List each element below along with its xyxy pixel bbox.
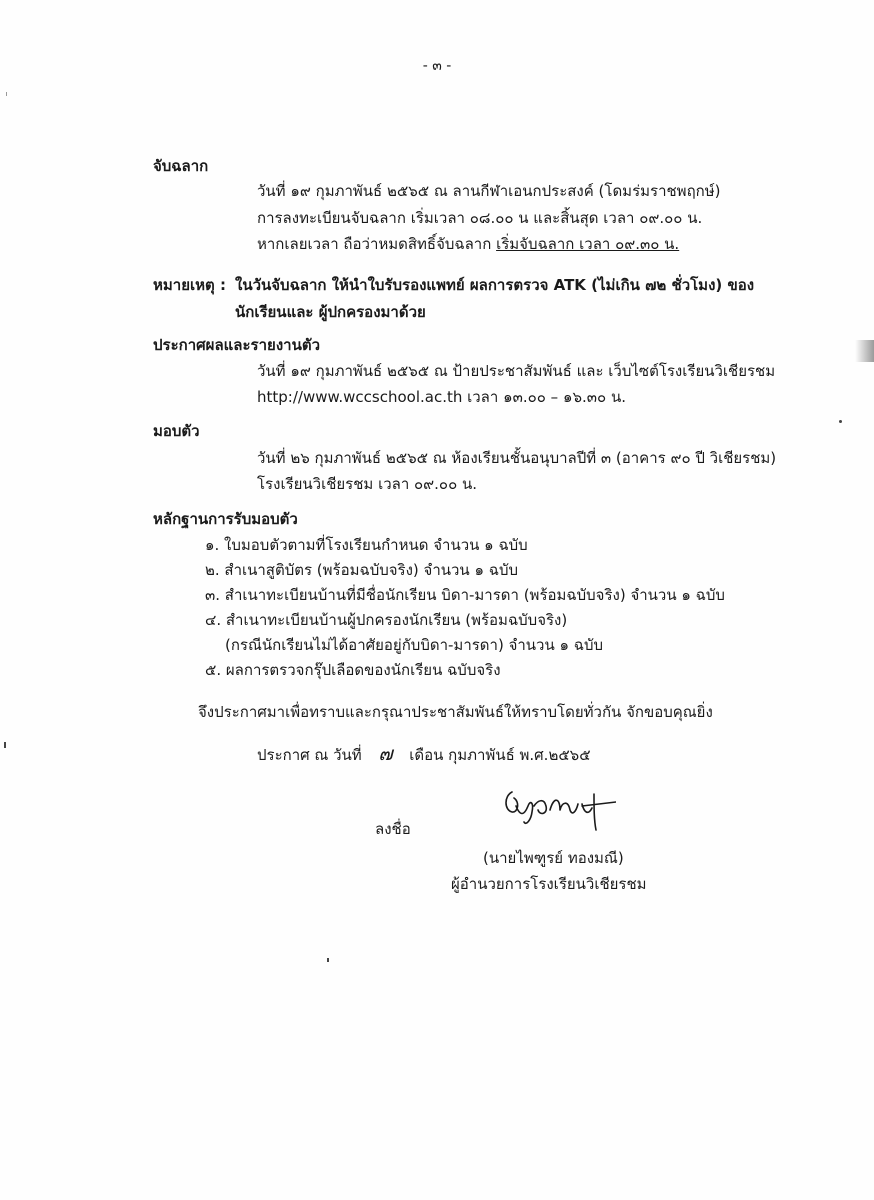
results-heading: ประกาศผลและรายงานตัว	[153, 336, 320, 354]
scan-dust-dot	[839, 420, 842, 423]
announcement-prefix: ประกาศ ณ วันที่	[257, 746, 362, 764]
scan-dust-dot	[327, 958, 329, 962]
evidence-item: ๔. สำเนาทะเบียนบ้านผู้ปกครองนักเรียน (พร้อมฉบับจริง)	[205, 611, 568, 629]
report-heading: มอบตัว	[153, 422, 200, 440]
evidence-item: ๑. ใบมอบตัวตามที่โรงเรียนกำหนด จำนวน ๑ ฉบับ	[205, 536, 528, 554]
sign-label: ลงชื่อ	[375, 820, 411, 838]
announcement-day: ๗	[378, 743, 393, 765]
report-date: วันที่ ๒๖ กุมภาพันธ์ ๒๕๖๕ ณ ห้องเรียนชั้นอนุบาลปีที่ ๓ (อาคาร ๙๐ ปี วิเชียรชม)	[257, 449, 777, 467]
draw-start-time: เริ่มจับฉลาก เวลา ๐๙.๓๐ น.	[496, 235, 680, 253]
signatory-position: ผู้อำนวยการโรงเรียนวิเชียรชม	[451, 875, 647, 893]
report-place: โรงเรียนวิเชียรชม เวลา ๐๙.๐๐ น.	[257, 475, 478, 493]
evidence-item: ๒. สำเนาสูติบัตร (พร้อมฉบับจริง) จำนวน ๑ ฉบับ	[205, 561, 518, 579]
draw-heading: จับฉลาก	[153, 157, 209, 175]
note-label: หมายเหตุ :	[153, 276, 226, 294]
draw-deadline	[257, 234, 679, 254]
handwritten-signature	[498, 782, 616, 832]
scan-edge-mark	[855, 340, 874, 362]
scan-dust-dot	[4, 742, 6, 748]
evidence-item: ๓. สำเนาทะเบียนบ้านที่มีชื่อนักเรียน บิดา-มารดา (พร้อมฉบับจริง) จำนวน ๑ ฉบับ	[205, 586, 725, 604]
evidence-item-continuation: (กรณีนักเรียนไม่ได้อาศัยอยู่กับบิดา-มารดา) จำนวน ๑ ฉบับ	[225, 636, 604, 654]
results-website: http://www.wccschool.ac.th เวลา ๑๓.๐๐ – ๑๖.๓๐ น.	[257, 388, 626, 406]
closing-statement: จึงประกาศมาเพื่อทราบและกรุณาประชาสัมพันธ์ให้ทราบโดยทั่วกัน จักขอบคุณยิ่ง	[198, 703, 713, 721]
note-line-1: ในวันจับฉลาก ให้นำใบรับรองแพทย์ ผลการตรวจ ATK (ไม่เกิน ๗๒ ชั่วโมง) ของ	[235, 276, 755, 294]
evidence-heading: หลักฐานการรับมอบตัว	[153, 510, 298, 528]
announcement-date	[257, 744, 591, 765]
draw-date: วันที่ ๑๙ กุมภาพันธ์ ๒๕๖๕ ณ ลานกีฬาเอนกประสงค์ (โดมร่มราชพฤกษ์)	[257, 182, 721, 200]
announcement-suffix: เดือน กุมภาพันธ์ พ.ศ.๒๕๖๕	[409, 746, 591, 764]
results-date: วันที่ ๑๙ กุมภาพันธ์ ๒๕๖๕ ณ ป้ายประชาสัมพันธ์ และ เว็บไซต์โรงเรียนวิเชียรชม	[257, 362, 776, 380]
draw-registration: การลงทะเบียนจับฉลาก เริ่มเวลา ๐๘.๐๐ น และสิ้นสุด เวลา ๐๙.๐๐ น.	[257, 209, 703, 227]
scan-dust-dot	[6, 92, 7, 96]
evidence-item: ๕. ผลการตรวจกรุ๊ปเลือดของนักเรียน ฉบับจริง	[205, 661, 501, 679]
signatory-name: (นายไพฑูรย์ ทองมณี)	[483, 849, 624, 867]
page-number: - ๓ -	[422, 58, 452, 74]
draw-deadline-prefix: หากเลยเวลา ถือว่าหมดสิทธิ์จับฉลาก	[257, 235, 497, 253]
note-line-2: นักเรียนและ ผู้ปกครองมาด้วย	[235, 303, 426, 321]
